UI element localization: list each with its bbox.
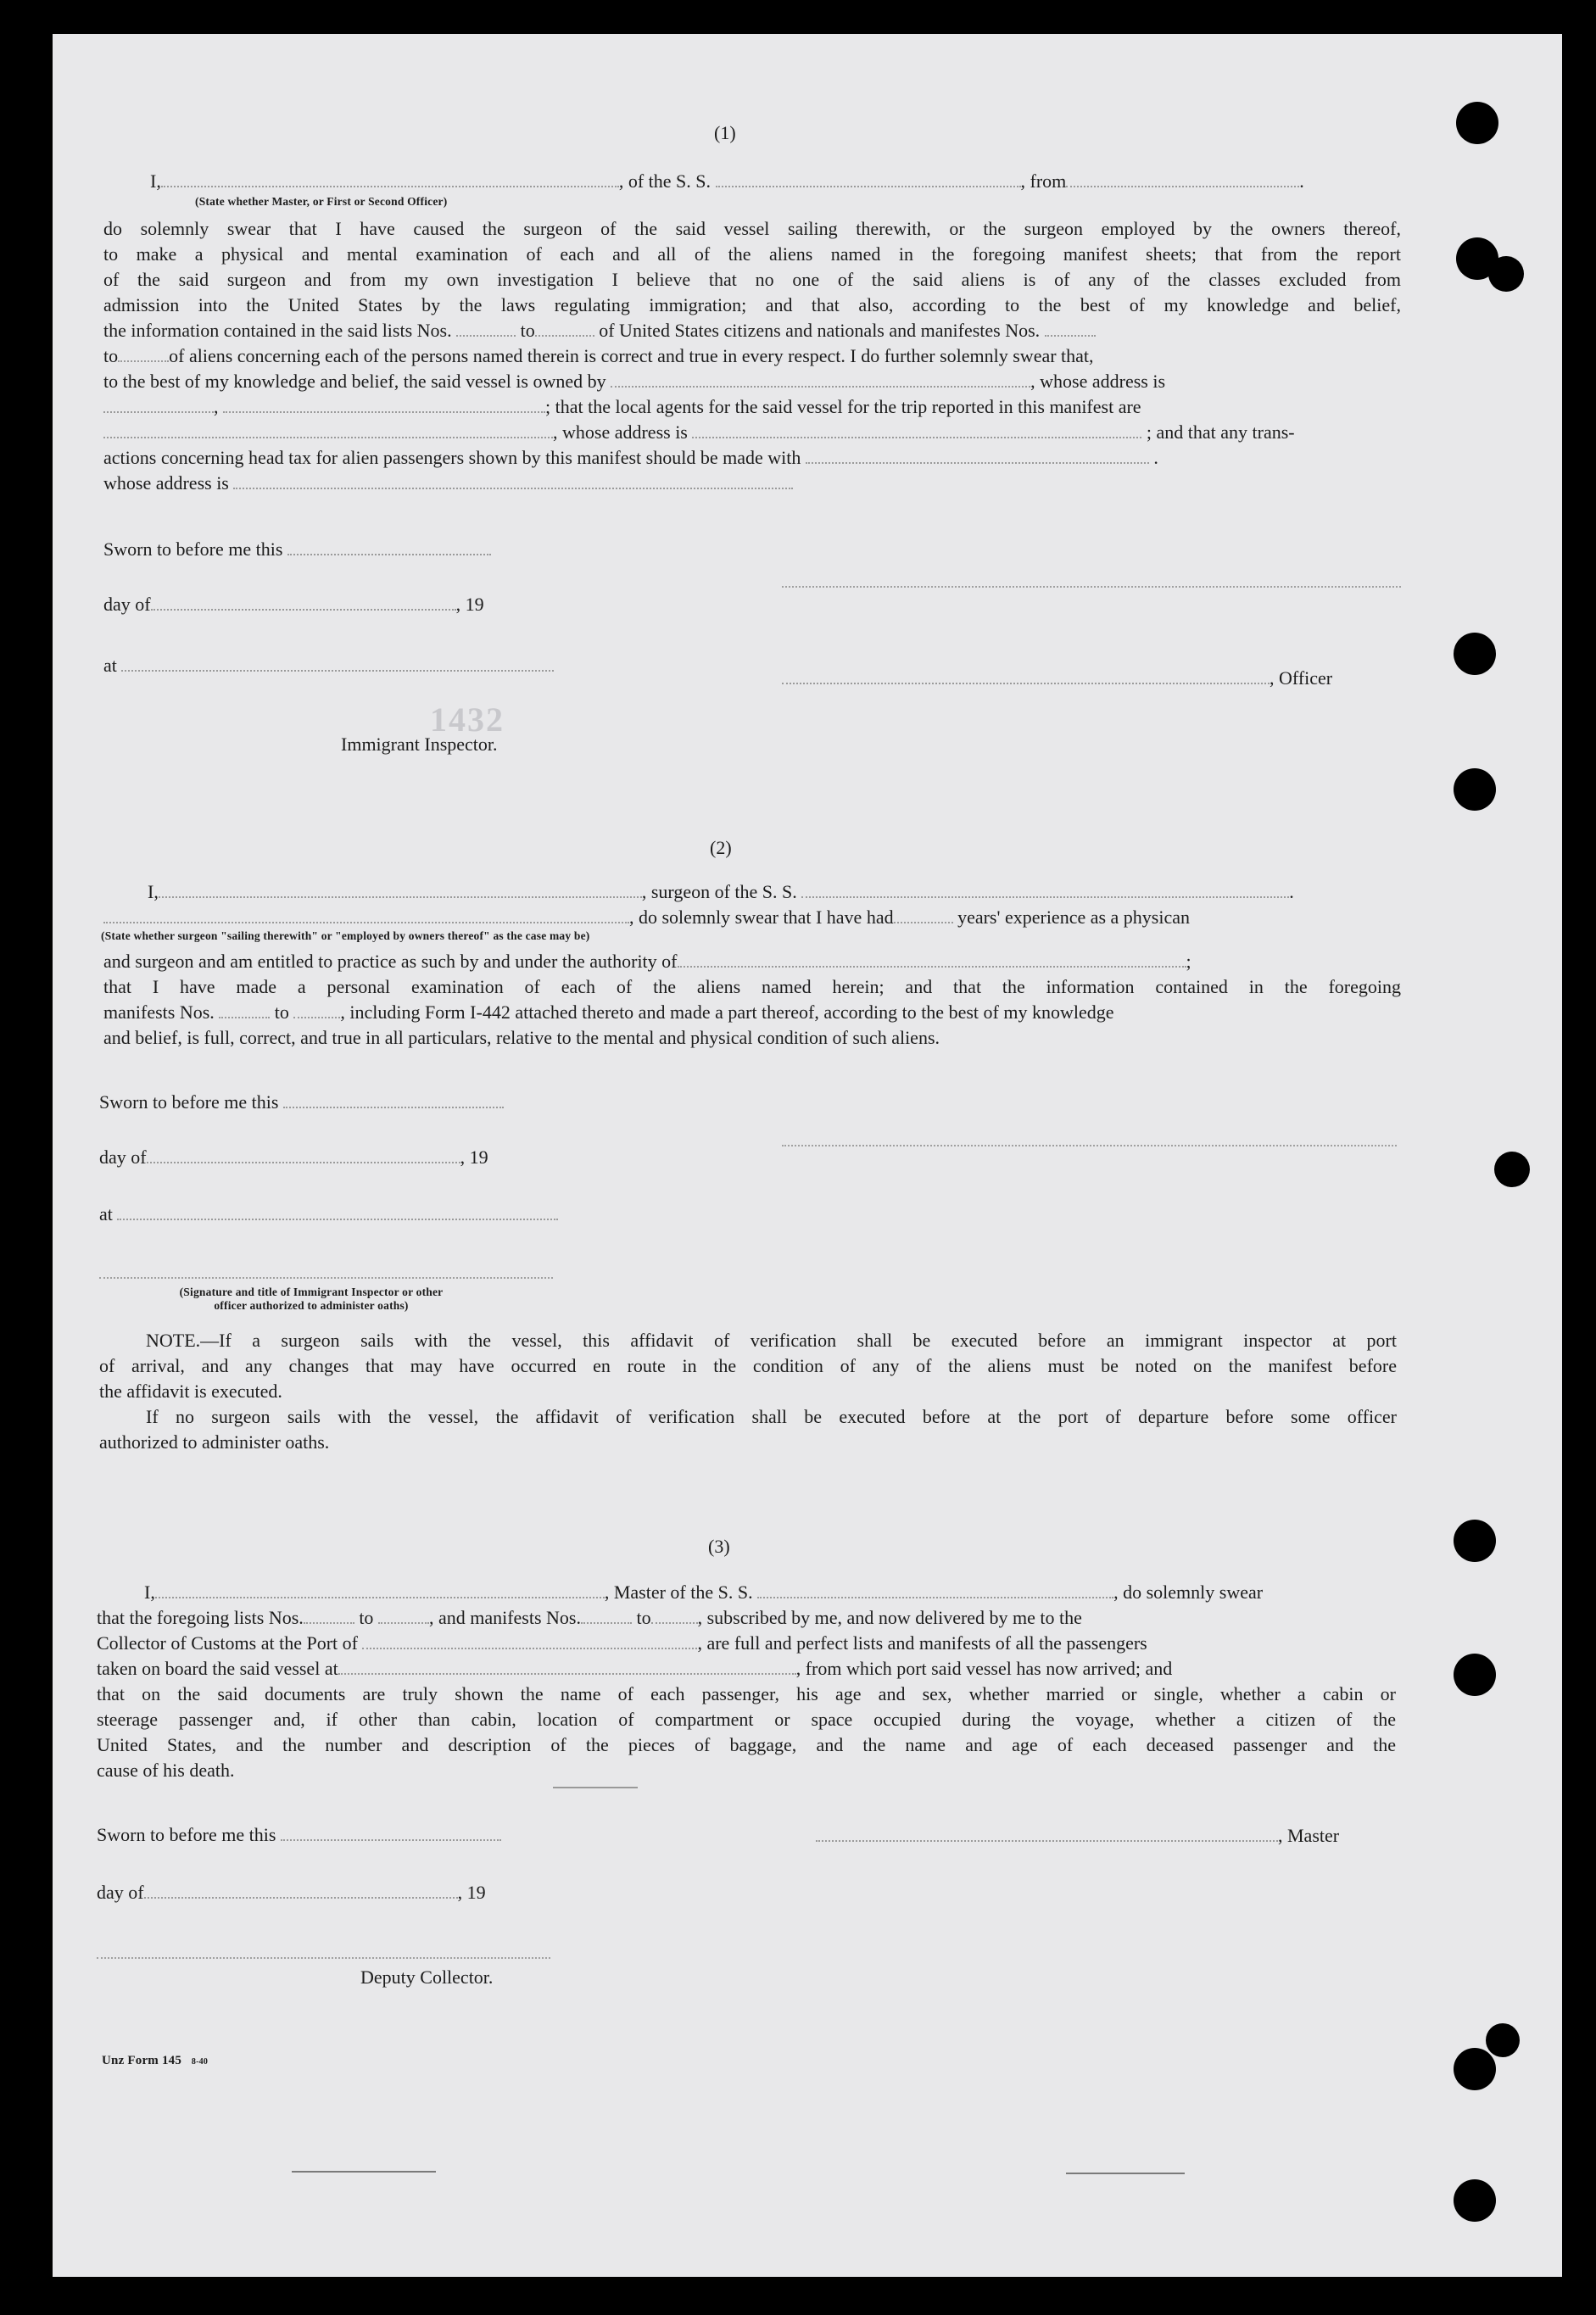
field-note: (State whether Master, or First or Second Officer) bbox=[195, 195, 448, 208]
day-of-label: day of , 19 bbox=[99, 1146, 488, 1168]
punch-hole bbox=[1454, 768, 1496, 811]
body-line: , whose address is ; and that any trans- bbox=[103, 422, 1401, 443]
signature-line bbox=[99, 1277, 553, 1279]
body-line: whose address is bbox=[103, 473, 1401, 494]
field-note: (State whether surgeon "sailing therewith" or "employed by owners thereof" as the case may be) bbox=[101, 929, 590, 942]
day-of-label: day of , 19 bbox=[97, 1882, 486, 1903]
body-line: cause of his death. bbox=[97, 1760, 235, 1781]
signature-line bbox=[782, 1145, 1397, 1146]
body-line: that the foregoing lists Nos. to , and manifests Nos. to , subscribed by me, and now delivered by me to the bbox=[97, 1607, 1082, 1628]
form-page bbox=[53, 34, 1562, 2277]
body-line: to make a physical and mental examination of each and all of the aliens named in the foregoing manifest sheets; that from the report bbox=[103, 243, 1401, 265]
signature-line bbox=[782, 586, 1401, 588]
punch-hole bbox=[1494, 1152, 1530, 1187]
punch-hole bbox=[1454, 633, 1496, 675]
body-line: taken on board the said vessel at , from which port said vessel has now arrived; and bbox=[97, 1658, 1173, 1679]
at-label: at bbox=[99, 1204, 558, 1224]
sworn-label: Sworn to before me this bbox=[97, 1825, 501, 1845]
stamp-number: 1432 bbox=[430, 700, 505, 739]
note-line: of arrival, and any changes that may have occurred en route in the condition of any of the aliens must be noted on the manifest before bbox=[99, 1355, 1397, 1376]
form-number: Unz Form 145 8-40 bbox=[102, 2054, 209, 2067]
oath-line: I, , of the S. S. , from . bbox=[150, 170, 1304, 192]
body-line: of the said surgeon and from my own investigation I believe that no one of the said aliens is of any of the classes excluded from bbox=[103, 269, 1401, 290]
punch-hole bbox=[1454, 1520, 1496, 1562]
body-line: that I have made a personal examination of each of the aliens named herein; and that the information contained in the foregoing bbox=[103, 976, 1401, 997]
body-line: to of aliens concerning each of the persons named therein is correct and true in every respect. I do further solemnly swear that, bbox=[103, 345, 1094, 366]
body-line: , do solemnly swear that I have had years' experience as a physican bbox=[103, 907, 1401, 928]
rule bbox=[553, 1787, 638, 1788]
punch-hole bbox=[1488, 256, 1524, 292]
body-line: and belief, is full, correct, and true in all particulars, relative to the mental and physical condition of such aliens. bbox=[103, 1027, 940, 1048]
signature-note: (Signature and title of Immigrant Inspector or other officer authorized to administer oaths) bbox=[179, 1286, 444, 1312]
punch-hole bbox=[1454, 2048, 1496, 2090]
sworn-label: Sworn to before me this bbox=[99, 1092, 504, 1113]
sworn-label: Sworn to before me this bbox=[103, 539, 491, 560]
punch-hole bbox=[1454, 1654, 1496, 1696]
body-line: , ; that the local agents for the said vessel for the trip reported in this manifest are bbox=[103, 397, 1401, 417]
bottom-rule bbox=[292, 2171, 436, 2173]
body-line: steerage passenger and, if other than cabin, location of compartment or space occupied during the voyage, whether a citizen of the bbox=[97, 1709, 1396, 1730]
punch-hole bbox=[1486, 2023, 1520, 2057]
body-line: actions concerning head tax for alien passengers shown by this manifest should be made with . bbox=[103, 447, 1158, 468]
oath-line: I, , surgeon of the S. S. . bbox=[148, 881, 1294, 902]
body-line: and surgeon and am entitled to practice as such by and under the authority of ; bbox=[103, 951, 1191, 972]
inspector-title: Immigrant Inspector. bbox=[341, 734, 498, 755]
body-line: admission into the United States by the laws regulating immigration; and that also, according to the best of my knowledge and belief, bbox=[103, 294, 1401, 315]
note-line: If no surgeon sails with the vessel, the affidavit of verification shall be executed before at the port of departure before some officer bbox=[146, 1406, 1397, 1427]
master-signature: , Master bbox=[816, 1826, 1339, 1846]
signature-line bbox=[97, 1957, 550, 1959]
body-line: manifests Nos. to , including Form I-442 attached thereto and made a part thereof, according to the best of my knowledge bbox=[103, 1001, 1114, 1023]
body-line: the information contained in the said lists Nos. to of United States citizens and nationals and manifestes Nos. bbox=[103, 321, 1401, 341]
day-of-label: day of , 19 bbox=[103, 594, 484, 615]
at-label: at bbox=[103, 655, 554, 676]
note-line: the affidavit is executed. bbox=[99, 1381, 282, 1402]
deputy-title: Deputy Collector. bbox=[360, 1966, 494, 1988]
bottom-rule bbox=[1066, 2173, 1185, 2174]
punch-hole bbox=[1456, 102, 1498, 144]
note-line: NOTE.—If a surgeon sails with the vessel, this affidavit of verification shall be executed before an immigrant inspector at port bbox=[146, 1330, 1397, 1351]
body-line: to the best of my knowledge and belief, the said vessel is owned by , whose address is bbox=[103, 371, 1166, 392]
punch-hole bbox=[1454, 2179, 1496, 2222]
body-line: Collector of Customs at the Port of , are full and perfect lists and manifests of all the passengers bbox=[97, 1632, 1147, 1654]
body-line: do solemnly swear that I have caused the surgeon of the said vessel sailing therewith, or the surgeon employed by the owners thereof, bbox=[103, 218, 1401, 239]
oath-line: I, , Master of the S. S. , do solemnly swear bbox=[144, 1581, 1264, 1603]
section-number: (3) bbox=[708, 1536, 730, 1557]
body-line: that on the said documents are truly shown the name of each passenger, his age and sex, whether married or single, whether a cabin or bbox=[97, 1683, 1396, 1704]
section-number: (2) bbox=[710, 837, 732, 858]
note-line: authorized to administer oaths. bbox=[99, 1431, 330, 1453]
officer-signature: , Officer bbox=[782, 668, 1332, 689]
body-line: United States, and the number and description of the pieces of baggage, and the name and age of each deceased passenger and the bbox=[97, 1734, 1396, 1755]
section-number: (1) bbox=[714, 122, 736, 143]
